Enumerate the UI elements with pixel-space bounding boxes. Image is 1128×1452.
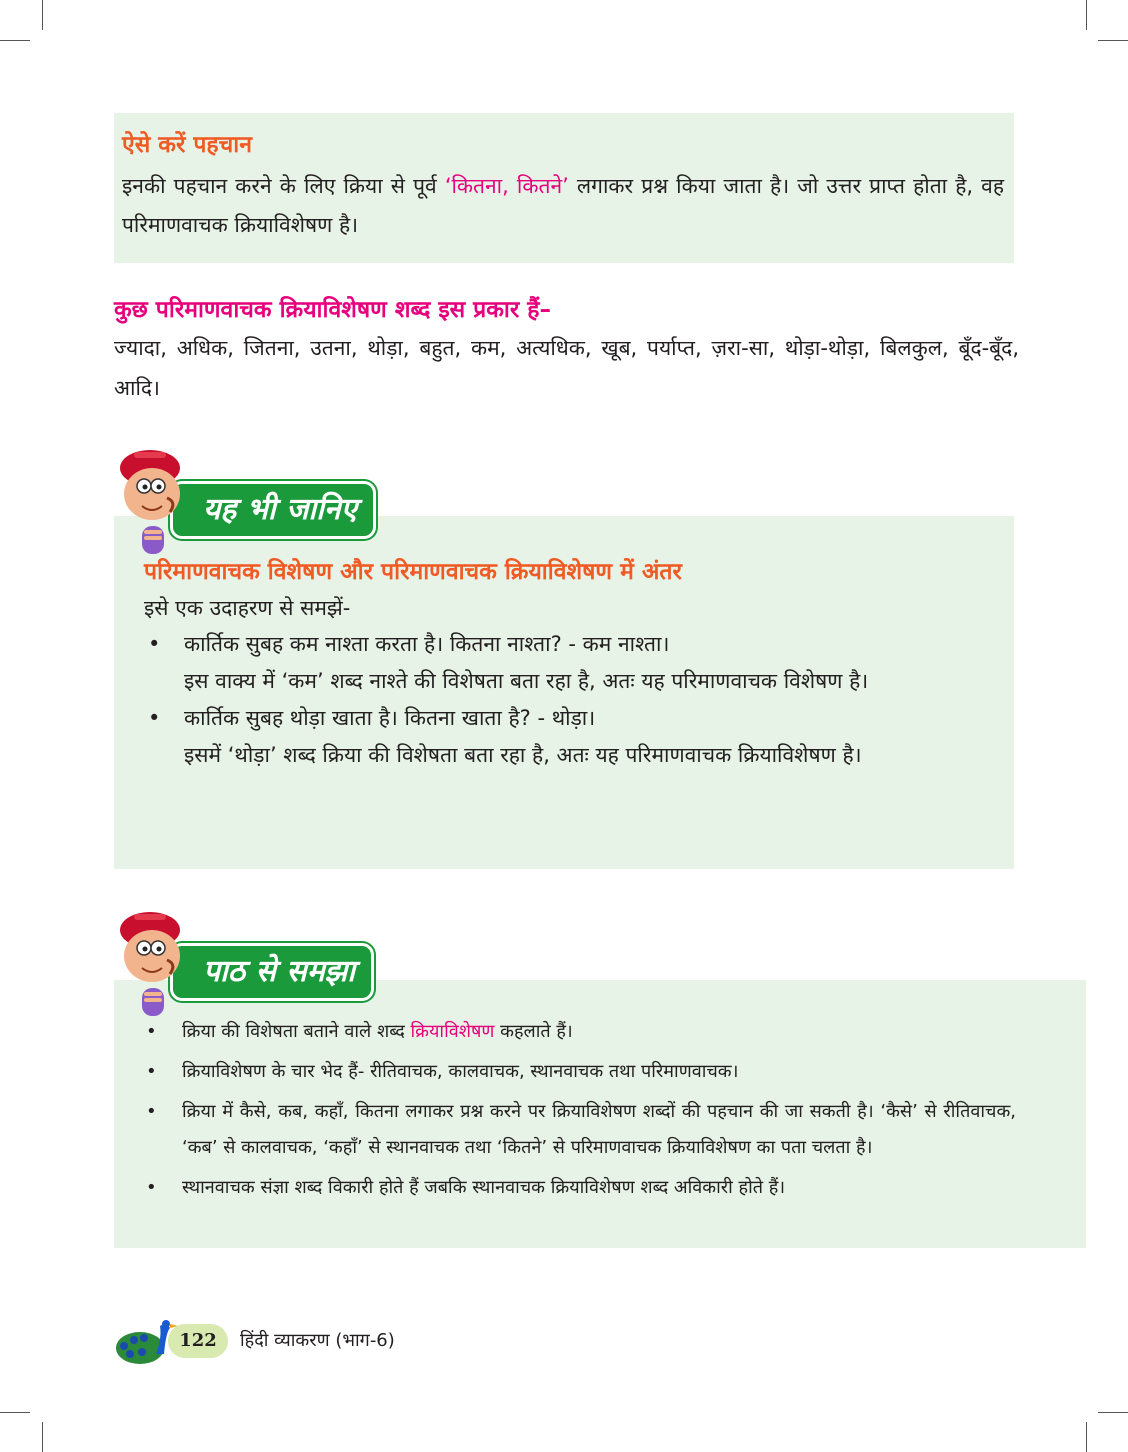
know-more-tag: यह भी जानिए bbox=[170, 481, 376, 539]
crop-mark bbox=[0, 40, 30, 41]
word-list-heading: कुछ परिमाणवाचक क्रियाविशेषण शब्द इस प्रकार हैं– bbox=[114, 297, 552, 323]
know-more-list bbox=[144, 626, 990, 774]
highlight-text: ‘कितना, कितने’ bbox=[444, 174, 569, 198]
crop-mark bbox=[42, 0, 43, 30]
crop-mark bbox=[1086, 0, 1087, 30]
identification-box bbox=[114, 113, 1014, 263]
book-title: हिंदी व्याकरण (भाग-6) bbox=[240, 1330, 395, 1351]
crop-mark bbox=[1086, 1422, 1087, 1452]
know-more-box bbox=[114, 516, 1014, 869]
crop-mark bbox=[42, 1422, 43, 1452]
word-list-section bbox=[114, 292, 1019, 408]
list-item bbox=[142, 1054, 1016, 1090]
example-line: कार्तिक सुबह थोड़ा खाता है। कितना खाता है? - थोड़ा। bbox=[184, 706, 596, 730]
bullet: • bbox=[146, 1101, 157, 1122]
identification-heading: ऐसे करें पहचान bbox=[122, 132, 252, 158]
bullet: • bbox=[146, 1021, 157, 1042]
bullet: • bbox=[146, 1061, 157, 1082]
text-segment: क्रिया की विशेषता बताने वाले शब्द bbox=[182, 1021, 411, 1042]
text-segment: लगाकर प्रश्न किया जाता है। जो उत्तर प्राप्त होता है, वह परिमाणवाचक क्रियाविशेषण है। bbox=[122, 174, 1005, 237]
list-item bbox=[142, 1014, 1016, 1050]
bullet: • bbox=[148, 632, 161, 656]
summary-tag: पाठ से समझा bbox=[170, 943, 374, 1001]
bullet: • bbox=[148, 706, 161, 730]
identification-text bbox=[122, 167, 1004, 245]
page-number-badge bbox=[168, 1324, 228, 1358]
page-number: 122 bbox=[179, 1330, 217, 1351]
summary-text: स्थानवाचक संज्ञा शब्द विकारी होते हैं जबकि स्थानवाचक क्रियाविशेषण शब्द अविकारी होते हैं। bbox=[182, 1177, 786, 1198]
list-item bbox=[144, 626, 990, 700]
word-list-text: ज्यादा, अधिक, जितना, उतना, थोड़ा, बहुत, कम, अत्यधिक, खूब, पर्याप्त, ज़रा-सा, थोड़ा-थोड़ा, बिलकुल, बूँद-बूँद, आदि। bbox=[114, 336, 1019, 400]
list-item bbox=[142, 1170, 1016, 1206]
list-item bbox=[142, 1094, 1016, 1166]
know-more-intro: इसे एक उदाहरण से समझें- bbox=[144, 596, 351, 620]
boy-mascot-icon bbox=[112, 446, 188, 556]
example-explanation: इसमें ‘थोड़ा’ शब्द क्रिया की विशेषता बता रहा है, अतः यह परिमाणवाचक क्रियाविशेषण है। bbox=[184, 743, 862, 767]
crop-mark bbox=[1098, 1412, 1128, 1413]
crop-mark bbox=[0, 1412, 30, 1413]
summary-list bbox=[142, 1014, 1016, 1206]
text-segment: इनकी पहचान करने के लिए क्रिया से पूर्व bbox=[122, 174, 445, 198]
bullet: • bbox=[146, 1177, 157, 1198]
example-line: कार्तिक सुबह कम नाश्ता करता है। कितना नाश्ता? - कम नाश्ता। bbox=[184, 632, 670, 656]
summary-box bbox=[114, 980, 1086, 1248]
summary-text: क्रिया में कैसे, कब, कहाँ, कितना लगाकर प्रश्न करने पर क्रियाविशेषण शब्दों की पहचान की जा सकती है। ‘कैसे’ से रीतिवाचक, ‘कब’ से कालवाचक, ‘कहाँ’ से स्थानवाचक तथा ‘कितने’ से परिमाणवाचक क्रियाविशेषण का पता चलता है। bbox=[182, 1101, 1016, 1158]
crop-mark bbox=[1098, 40, 1128, 41]
know-more-heading: परिमाणवाचक विशेषण और परिमाणवाचक क्रियाविशेषण में अंतर bbox=[144, 559, 682, 585]
summary-text: क्रियाविशेषण के चार भेद हैं- रीतिवाचक, कालवाचक, स्थानवाचक तथा परिमाणवाचक। bbox=[182, 1061, 739, 1082]
highlight-text: क्रियाविशेषण bbox=[410, 1021, 495, 1042]
example-explanation: इस वाक्य में ‘कम’ शब्द नाश्ते की विशेषता बता रहा है, अतः यह परिमाणवाचक विशेषण है। bbox=[184, 669, 869, 693]
list-item bbox=[144, 700, 990, 774]
boy-mascot-icon bbox=[112, 908, 188, 1018]
text-segment: कहलाते हैं। bbox=[494, 1021, 573, 1042]
